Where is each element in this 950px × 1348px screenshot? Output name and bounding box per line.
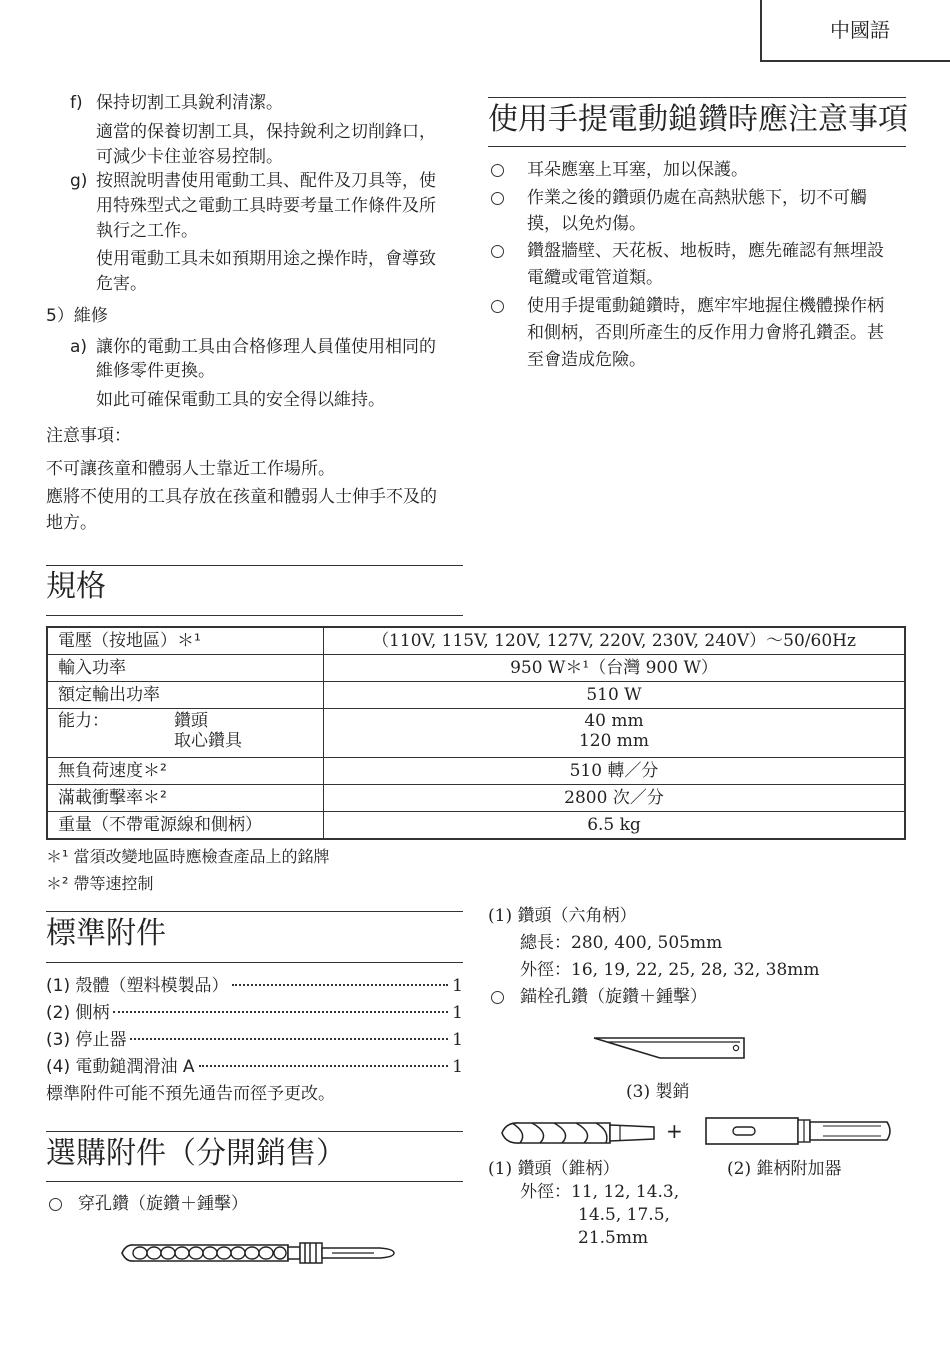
capacity-sub-1: 鑽頭 xyxy=(174,711,208,731)
opt-acc-title: 選購附件（分開銷售） xyxy=(46,1136,346,1171)
section-rule-bottom xyxy=(488,146,906,147)
spec-table xyxy=(46,626,906,840)
hex-bit-length: 總長：280, 400, 505mm xyxy=(520,933,723,953)
spec-value: 6.5 kg xyxy=(324,812,906,840)
table-row xyxy=(47,758,905,785)
item-g-body-1: 使用電動工具未如預期用途之操作時，會導致 xyxy=(96,249,436,269)
item-f-body-1: 適當的保養切割工具，保持銳利之切削鋒口， xyxy=(96,122,436,142)
item-f-number: f) xyxy=(70,93,83,113)
item-a-title-1: 讓你的電動工具由合格修理人員僅使用相同的 xyxy=(96,337,436,357)
table-row xyxy=(47,627,905,655)
spec-note-1: ＊¹ 當須改變地區時應檢查產品上的銘牌 xyxy=(46,847,330,866)
list-item xyxy=(46,973,463,1000)
std-acc-item-name: (1) 殼體（塑料模製品） xyxy=(46,976,229,996)
spec-rule-bottom xyxy=(46,615,463,616)
list-item xyxy=(46,1027,463,1054)
taper-bit-illustration xyxy=(498,1116,660,1150)
caution-heading: 注意事項： xyxy=(46,426,131,446)
bullet-circle xyxy=(49,1198,62,1211)
item-a-body: 如此可確保電動工具的安全得以維持。 xyxy=(96,390,385,410)
leader-dots xyxy=(232,984,448,986)
std-acc-item-qty: 1 xyxy=(452,976,463,996)
capacity-label: 能力： xyxy=(58,711,109,731)
std-acc-rule-top xyxy=(46,911,463,912)
precaution-4-line-1: 使用手提電動鎚鑽時，應牢牢地握住機體操作柄 xyxy=(527,296,884,316)
std-acc-note: 標準附件可能不預先通告而徑予更改。 xyxy=(46,1084,335,1104)
item-f-title: 保持切割工具銳利清潔。 xyxy=(96,93,283,113)
item-f-body-2: 可減少卡住並容易控制。 xyxy=(96,147,283,167)
spec-value: 510 轉／分 xyxy=(324,758,906,785)
precaution-1-line-1: 耳朵應塞上耳塞，加以保護。 xyxy=(527,160,748,180)
spec-label: 重量（不帶電源線和側柄） xyxy=(47,812,324,840)
table-row xyxy=(47,812,905,840)
cotter-illustration xyxy=(590,1034,750,1062)
std-acc-rule-bottom xyxy=(46,962,463,963)
plus-sign: + xyxy=(666,1119,683,1143)
std-acc-item-qty: 1 xyxy=(452,1057,463,1077)
taper-adapter-label: (2) 錐柄附加器 xyxy=(727,1159,842,1179)
precaution-4-line-3: 至會造成危險。 xyxy=(527,350,646,370)
list-item xyxy=(46,1054,463,1081)
spec-value: 950 W＊¹（台灣 900 W） xyxy=(324,655,906,682)
item-a-number: a) xyxy=(70,337,88,357)
section-5-heading: 5）維修 xyxy=(46,306,108,326)
taper-bit-diameter-3: 21.5mm xyxy=(578,1228,649,1248)
table-row xyxy=(47,655,905,682)
spec-value-capacity xyxy=(324,709,906,758)
caution-line-3: 地方。 xyxy=(46,513,97,533)
leader-dots xyxy=(130,1038,448,1040)
item-g-number: g) xyxy=(70,171,88,191)
bullet-circle xyxy=(491,245,504,258)
leader-dots xyxy=(113,1011,448,1013)
anchor-drill-label: 錨栓孔鑽（旋鑽＋鍾擊） xyxy=(520,987,707,1007)
std-acc-item-name: (2) 側柄 xyxy=(46,1003,110,1023)
std-acc-title: 標準附件 xyxy=(46,916,166,951)
std-acc-item-name: (4) 電動鎚潤滑油 A xyxy=(46,1057,195,1077)
cotter-label: (3) 製銷 xyxy=(626,1082,690,1102)
caution-line-2: 應將不使用的工具存放在孩童和體弱人士伸手不及的 xyxy=(46,487,437,507)
item-g-body-2: 危害。 xyxy=(96,274,147,294)
capacity-value-1: 40 mm xyxy=(584,711,644,731)
section-rule-top xyxy=(488,97,906,98)
list-item xyxy=(46,1000,463,1027)
hex-bit-title: (1) 鑽頭（六角柄） xyxy=(488,906,637,926)
capacity-sub-2: 取心鑽具 xyxy=(174,731,242,751)
taper-adapter-illustration xyxy=(703,1114,895,1150)
spec-rule-top xyxy=(46,565,463,566)
spec-label: 額定輸出功率 xyxy=(47,682,324,709)
taper-bit-diameter-1: 外徑：11, 12, 14.3, xyxy=(520,1182,680,1202)
std-acc-item-name: (3) 停止器 xyxy=(46,1030,127,1050)
opt-acc-rule-top xyxy=(46,1131,463,1132)
language-tab: 中國語 xyxy=(760,0,950,62)
drill-bit-illustration xyxy=(118,1238,398,1268)
spec-title: 規格 xyxy=(46,569,106,604)
spec-value: 2800 次／分 xyxy=(324,785,906,812)
std-acc-item-qty: 1 xyxy=(452,1030,463,1050)
hex-bit-diameter: 外徑：16, 19, 22, 25, 28, 32, 38mm xyxy=(520,960,820,980)
precaution-3-line-2: 電纜或電管道類。 xyxy=(527,268,663,288)
spec-label: 無負荷速度＊² xyxy=(47,758,324,785)
bullet-circle xyxy=(491,164,504,177)
bullet-circle xyxy=(491,300,504,313)
precaution-4-line-2: 和側柄，否則所產生的反作用力會將孔鑽歪。甚 xyxy=(527,323,884,343)
item-g-title-3: 執行之工作。 xyxy=(96,221,198,241)
table-row xyxy=(47,682,905,709)
bullet-circle xyxy=(491,991,504,1004)
spec-label: 電壓（按地區）＊¹ xyxy=(47,627,324,655)
table-row xyxy=(47,785,905,812)
precaution-2-line-2: 摸，以免灼傷。 xyxy=(527,214,646,234)
spec-label: 輸入功率 xyxy=(47,655,324,682)
taper-bit-diameter-2: 14.5, 17.5, xyxy=(578,1205,670,1225)
precautions-title: 使用手提電動鎚鑽時應注意事項 xyxy=(488,102,908,137)
spec-value: （110V, 115V, 120V, 127V, 220V, 230V, 240V）～50/60Hz xyxy=(324,627,906,655)
item-g-title-1: 按照說明書使用電動工具、配件及刀具等，使 xyxy=(96,171,436,191)
bullet-circle xyxy=(491,192,504,205)
item-g-title-2: 用特殊型式之電動工具時要考量工作條件及所 xyxy=(96,196,436,216)
spec-note-2: ＊² 帶等速控制 xyxy=(46,874,154,893)
opt-acc-rule-bottom xyxy=(46,1181,463,1182)
leader-dots xyxy=(199,1065,449,1067)
spec-value: 510 W xyxy=(324,682,906,709)
capacity-value-2: 120 mm xyxy=(578,731,650,751)
spec-label: 滿載衝擊率＊² xyxy=(47,785,324,812)
table-row xyxy=(47,709,905,758)
spec-label-capacity xyxy=(47,709,324,758)
caution-line-1: 不可讓孩童和體弱人士靠近工作場所。 xyxy=(46,459,335,479)
std-acc-item-qty: 1 xyxy=(452,1003,463,1023)
precaution-3-line-1: 鑽盤牆壁、天花板、地板時，應先確認有無埋設 xyxy=(527,241,884,261)
opt-acc-item-1: 穿孔鑽（旋鑽＋鍾擊） xyxy=(78,1194,248,1214)
taper-bit-title: (1) 鑽頭（錐柄） xyxy=(488,1159,620,1179)
precaution-2-line-1: 作業之後的鑽頭仍處在高熱狀態下，切不可觸 xyxy=(527,188,867,208)
item-a-title-2: 維修零件更換。 xyxy=(96,361,215,381)
